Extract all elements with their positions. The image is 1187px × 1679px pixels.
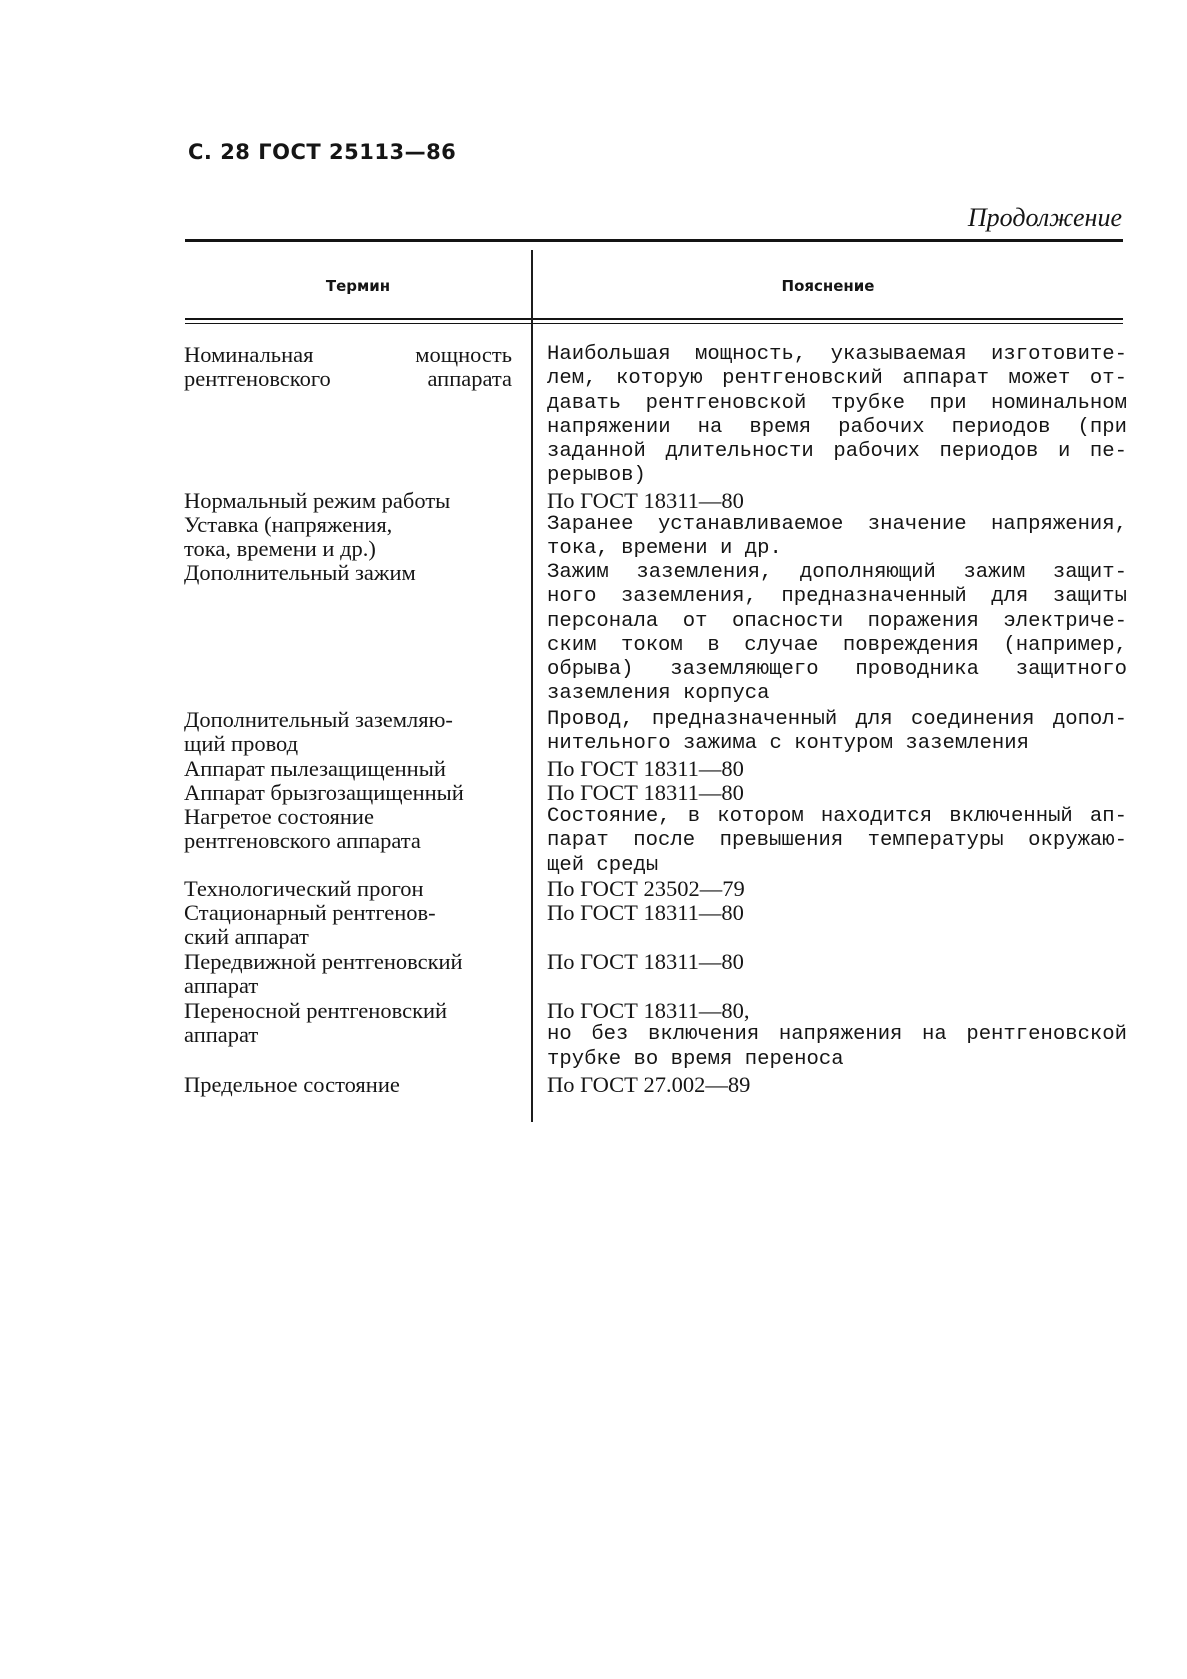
term-line: аппарат bbox=[184, 1022, 259, 1048]
term-cell bbox=[184, 489, 512, 513]
term-cell bbox=[184, 781, 512, 805]
explanation-cell bbox=[547, 561, 1127, 707]
term-line: Дополнительный зажим bbox=[184, 560, 416, 585]
explanation-cell bbox=[547, 343, 1127, 489]
term-line: Аппарат брызгозащищенный bbox=[184, 780, 464, 805]
explanation-cell bbox=[547, 805, 1127, 878]
column-header-explanation: Пояснение bbox=[781, 277, 875, 295]
term-line: ский аппарат bbox=[184, 924, 309, 950]
explanation-cell bbox=[547, 1073, 1127, 1097]
term-cell bbox=[184, 343, 512, 392]
explanation-line: тока, времени и др. bbox=[547, 537, 782, 561]
term-line: Технологический прогон bbox=[184, 876, 424, 901]
explanation-line: трубке во время переноса bbox=[547, 1047, 844, 1071]
explanation-cell bbox=[547, 877, 1127, 901]
explanation-cell bbox=[547, 901, 1127, 925]
explanation-line: По ГОСТ 27.002—89 bbox=[547, 1072, 751, 1097]
explanation-line: ским током в случае повреждения (например, bbox=[547, 633, 1127, 657]
explanation-line: По ГОСТ 18311—80 bbox=[547, 488, 744, 513]
explanation-line: По ГОСТ 18311—80 bbox=[547, 900, 744, 925]
explanation-line: парат после превышения температуры окружаю- bbox=[547, 829, 1127, 853]
explanation-line: Наибольшая мощность, указываемая изготовите- bbox=[547, 343, 1127, 366]
explanation-line: персонала от опасности поражения электриче- bbox=[547, 609, 1127, 633]
term-line: щий провод bbox=[184, 731, 299, 757]
explanation-line: Зажим заземления, дополняющий зажим защит- bbox=[547, 561, 1127, 584]
term-cell bbox=[184, 950, 512, 999]
explanation-cell bbox=[547, 757, 1127, 781]
term-line: Стационарный рентгенов- bbox=[184, 900, 436, 925]
term-line: аппарат bbox=[184, 973, 259, 999]
term-line: Переносной рентгеновский bbox=[184, 998, 448, 1023]
term-cell bbox=[184, 901, 512, 950]
explanation-line: По ГОСТ 18311—80, bbox=[547, 998, 750, 1023]
explanation-line: ного заземления, предназначенный для защиты bbox=[547, 585, 1127, 609]
term-line: тока, времени и др.) bbox=[184, 536, 376, 562]
term-line: Аппарат пылезащищенный bbox=[184, 756, 446, 781]
explanation-line: обрыва) заземляющего проводника защитного bbox=[547, 658, 1127, 682]
explanation-line: рерывов) bbox=[547, 464, 646, 488]
explanation-line: По ГОСТ 18311—80 bbox=[547, 949, 744, 974]
explanation-line: Заранее устанавливаемое значение напряжения, bbox=[547, 513, 1127, 536]
explanation-line: нительного зажима с контуром заземления bbox=[547, 732, 1029, 756]
explanation-line: заданной длительности рабочих периодов и пе- bbox=[547, 440, 1127, 464]
table-header-rule bbox=[185, 318, 1123, 320]
explanation-line: По ГОСТ 18311—80 bbox=[547, 780, 744, 805]
page-header: С. 28 ГОСТ 25113—86 bbox=[188, 140, 457, 164]
explanation-line: По ГОСТ 18311—80 bbox=[547, 756, 744, 781]
explanation-cell bbox=[547, 950, 1127, 974]
explanation-line: давать рентгеновской трубке при номинальном bbox=[547, 391, 1127, 415]
term-cell bbox=[184, 708, 512, 757]
term-line: Уставка (напряжения, bbox=[184, 512, 393, 537]
term-cell bbox=[184, 1073, 512, 1097]
explanation-cell bbox=[547, 999, 1127, 1072]
term-line: Предельное состояние bbox=[184, 1072, 400, 1097]
explanation-cell bbox=[547, 489, 1127, 513]
term-cell bbox=[184, 877, 512, 901]
term-line: Нормальный режим работы bbox=[184, 488, 451, 513]
column-divider bbox=[531, 250, 533, 1122]
term-cell bbox=[184, 513, 512, 562]
term-line: рентгеновского аппарата bbox=[184, 828, 421, 854]
term-line: Передвижной рентгеновский bbox=[184, 949, 463, 974]
continuation-label: Продолжение bbox=[967, 203, 1122, 232]
term-line: Номинальная мощность bbox=[184, 342, 512, 367]
explanation-line: щей среды bbox=[547, 853, 659, 877]
term-line: рентгеновского аппарата bbox=[184, 366, 512, 392]
table-top-rule bbox=[185, 239, 1123, 242]
explanation-cell bbox=[547, 513, 1127, 562]
explanation-line: Провод, предназначенный для соединения допол- bbox=[547, 708, 1127, 731]
explanation-line: лем, которую рентгеновский аппарат может от- bbox=[547, 367, 1127, 391]
term-cell bbox=[184, 757, 512, 781]
column-header-term: Термин bbox=[325, 277, 391, 295]
table-header-rule-thin bbox=[185, 323, 1123, 324]
explanation-line: заземления корпуса bbox=[547, 682, 770, 706]
term-line: Дополнительный заземляю- bbox=[184, 707, 453, 732]
explanation-line: но без включения напряжения на рентгеновской bbox=[547, 1023, 1127, 1047]
explanation-line: Состояние, в котором находится включенный ап- bbox=[547, 805, 1127, 828]
explanation-cell bbox=[547, 781, 1127, 805]
term-cell bbox=[184, 999, 512, 1048]
explanation-line: напряжении на время рабочих периодов (при bbox=[547, 415, 1127, 439]
term-cell bbox=[184, 561, 512, 585]
explanation-line: По ГОСТ 23502—79 bbox=[547, 876, 745, 901]
term-line: Нагретое состояние bbox=[184, 804, 374, 829]
term-cell bbox=[184, 805, 512, 854]
explanation-cell bbox=[547, 708, 1127, 757]
